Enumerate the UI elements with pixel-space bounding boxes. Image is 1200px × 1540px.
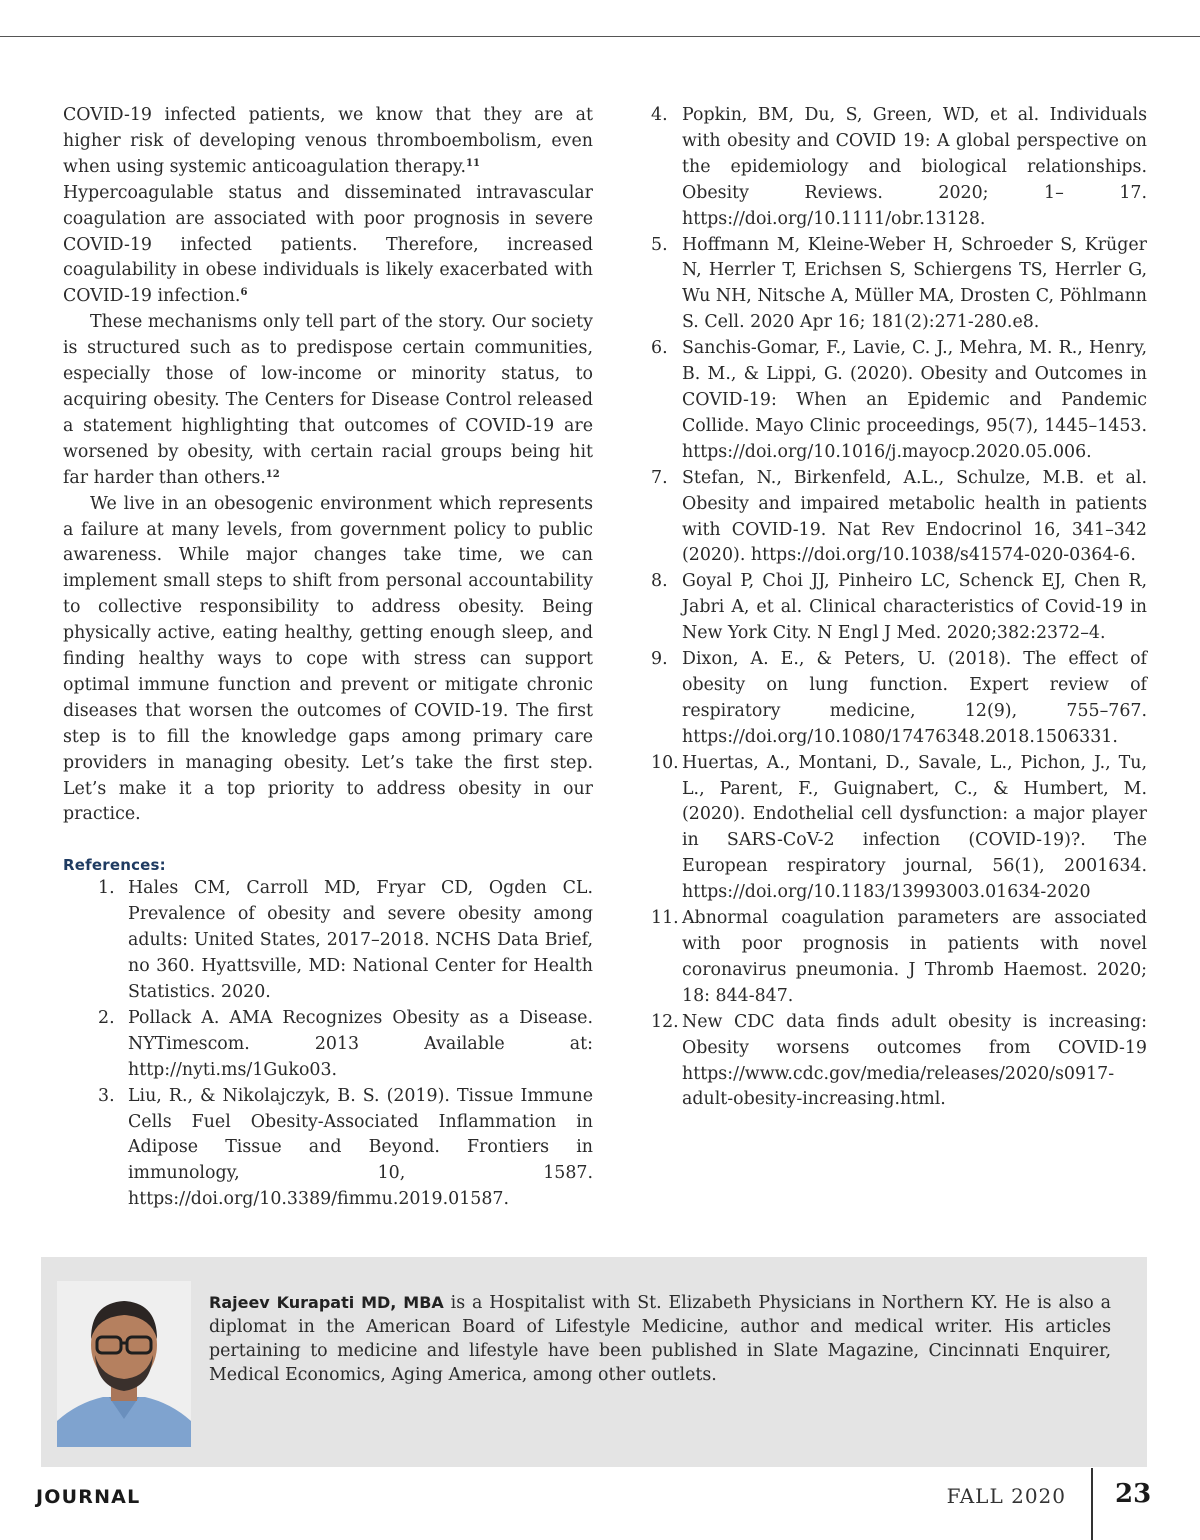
reference-item: 11. Abnormal coagulation parameters are associated with poor prognosis in patients with novel coronavirus pneumonia. J Thromb Haemost. 2020; 18: 844-847. (651, 908, 1147, 1006)
reference-item: 7. Stefan, N., Birkenfeld, A.L., Schulze, M.B. et al. Obesity and impaired metabolic health in patients with COVID-19. Nat Rev Endocrinol 16, 341–342 (2020). https://doi.org/10.1038/s41574-020-0364-6. (651, 467, 1147, 566)
body-paragraph: These mechanisms only tell part of the story. Our society is structured such as to predispose certain communities, especially those of low-income or minority status, to acquiring obesity. The Centers for Disease Control released a statement highlighting that outcomes of COVID-19 are worsened by obesity, with certain racial groups being hit far harder than others.$^{12}$ (63, 312, 593, 488)
reference-item: 6. Sanchis-Gomar, F., Lavie, C. J., Mehra, M. R., Henry, B. M., & Lippi, G. (2020). Obesity and Outcomes in COVID-19: When an Epidemic and Pandemic Collide. Mayo Clinic proceedings, 95(7), 1445–1453. https://doi.org/10.1016/j.mayocp.2020.05.006. (651, 338, 1147, 462)
reference-item: 2. Pollack A. AMA Recognizes Obesity as a Disease. NYTimescom. 2013 Available at: http://nyti.ms/1Guko03. (98, 1007, 593, 1080)
author-photo (57, 1281, 191, 1447)
references-list-left (63, 876, 593, 1213)
citation-marker: 12 (265, 468, 280, 480)
page-number: 23 (1115, 1479, 1152, 1509)
author-bio-box (41, 1257, 1147, 1467)
body-paragraph: COVID-19 infected patients, we know that they are at higher risk of developing venous thromboembolism, even when using systemic anticoagulation therapy.$^{11}$ (63, 105, 593, 177)
author-name: Rajeev Kurapati MD, MBA (209, 1293, 444, 1312)
reference-item: 3. Liu, R., & Nikolajczyk, B. S. (2019). Tissue Immune Cells Fuel Obesity-Associated Inflammation in Adipose Tissue and Beyond. Frontiers in immunology, 10, 1587. https://doi.org/10.3389/fimmu.2019.01587. (98, 1085, 593, 1210)
reference-item: 12. New CDC data finds adult obesity is increasing: Obesity worsens outcomes from COVID-19 https://www.cdc.gov/media/releases/2020/s0917-adult-obesity-increasing.html. (651, 1011, 1147, 1110)
top-rule (0, 36, 1200, 37)
references-list-right (651, 103, 1147, 1113)
body-paragraph: Hypercoagulable status and disseminated intravascular coagulation are associated with poor prognosis in severe COVID-19 infected patients. Therefore, increased coagulability in obese individuals is likely exacerbated with COVID-19 infection.$^6$ (63, 182, 593, 307)
issue-season: FALL 2020 (946, 1484, 1066, 1508)
reference-item: 1. Hales CM, Carroll MD, Fryar CD, Ogden CL. Prevalence of obesity and severe obesity among adults: United States, 2017–2018. NCHS Data Brief, no 360. Hyattsville, MD: National Center for Health Statistics. 2020. (98, 878, 593, 1002)
author-bio-text: Rajeev Kurapati MD, MBA is a Hospitalist with St. Elizabeth Physicians in Northern KY. He is also a diplomat in the American Board of Lifestyle Medicine, author and medical writer. His articles pertaining to medicine and lifestyle have been published in Slate Magazine, Cincinnati Enquirer, Medical Economics, Aging America, among other outlets. (209, 1293, 1111, 1385)
reference-item: 5. Hoffmann M, Kleine-Weber H, Schroeder S, Krüger N, Herrler T, Erichsen S, Schiergens TS, Herrler G, Wu NH, Nitsche A, Müller MA, Drosten C, Pöhlmann S. Cell. 2020 Apr 16; 181(2):271-280.e8. (651, 234, 1147, 333)
left-column (63, 103, 593, 1213)
references-heading: References: (63, 856, 166, 875)
author-portrait-icon (57, 1281, 191, 1447)
right-column (651, 103, 1147, 1113)
body-paragraph: We live in an obesogenic environment which represents a failure at many levels, from government policy to public awareness. While major changes take time, we can implement small steps to shift from personal accountability to collective responsibility to address obesity. Being physically active, eating healthy, getting enough sleep, and finding healthy ways to cope with stress can support optimal immune function and prevent or mitigate chronic diseases that worsen the outcomes of COVID-19. The first step is to fill the knowledge gaps among primary care providers in managing obesity. Let’s take the first step. Let’s make it a top priority to address obesity in our practice. (63, 493, 593, 825)
citation-marker: 6 (240, 287, 248, 299)
footer-divider (1091, 1468, 1093, 1540)
reference-item: 8. Goyal P, Choi JJ, Pinheiro LC, Schenck EJ, Chen R, Jabri A, et al. Clinical characteristics of Covid-19 in New York City. N Engl J Med. 2020;382:2372–4. (651, 571, 1147, 644)
reference-item: 9. Dixon, A. E., & Peters, U. (2018). The effect of obesity on lung function. Expert review of respiratory medicine, 12(9), 755–767. https://doi.org/10.1080/17476348.2018.1506331. (651, 649, 1147, 747)
reference-item: 4. Popkin, BM, Du, S, Green, WD, et al. Individuals with obesity and COVID 19: A global perspective on the epidemiology and biological relationships. Obesity Reviews. 2020; 1– 17. https://doi.org/10.1111/obr.13128. (651, 105, 1147, 229)
citation-marker: 11 (465, 157, 480, 169)
publication-name: JOURNAL (36, 1486, 141, 1508)
reference-item: 10. Huertas, A., Montani, D., Savale, L., Pichon, J., Tu, L., Parent, F., Guignabert, C., & Humbert, M. (2020). Endothelial cell dysfunction: a major player in SARS-CoV-2 infection (COVID-19)?. The European respiratory journal, 56(1), 2001634. https://doi.org/10.1183/13993003.01634-2020 (651, 752, 1147, 903)
